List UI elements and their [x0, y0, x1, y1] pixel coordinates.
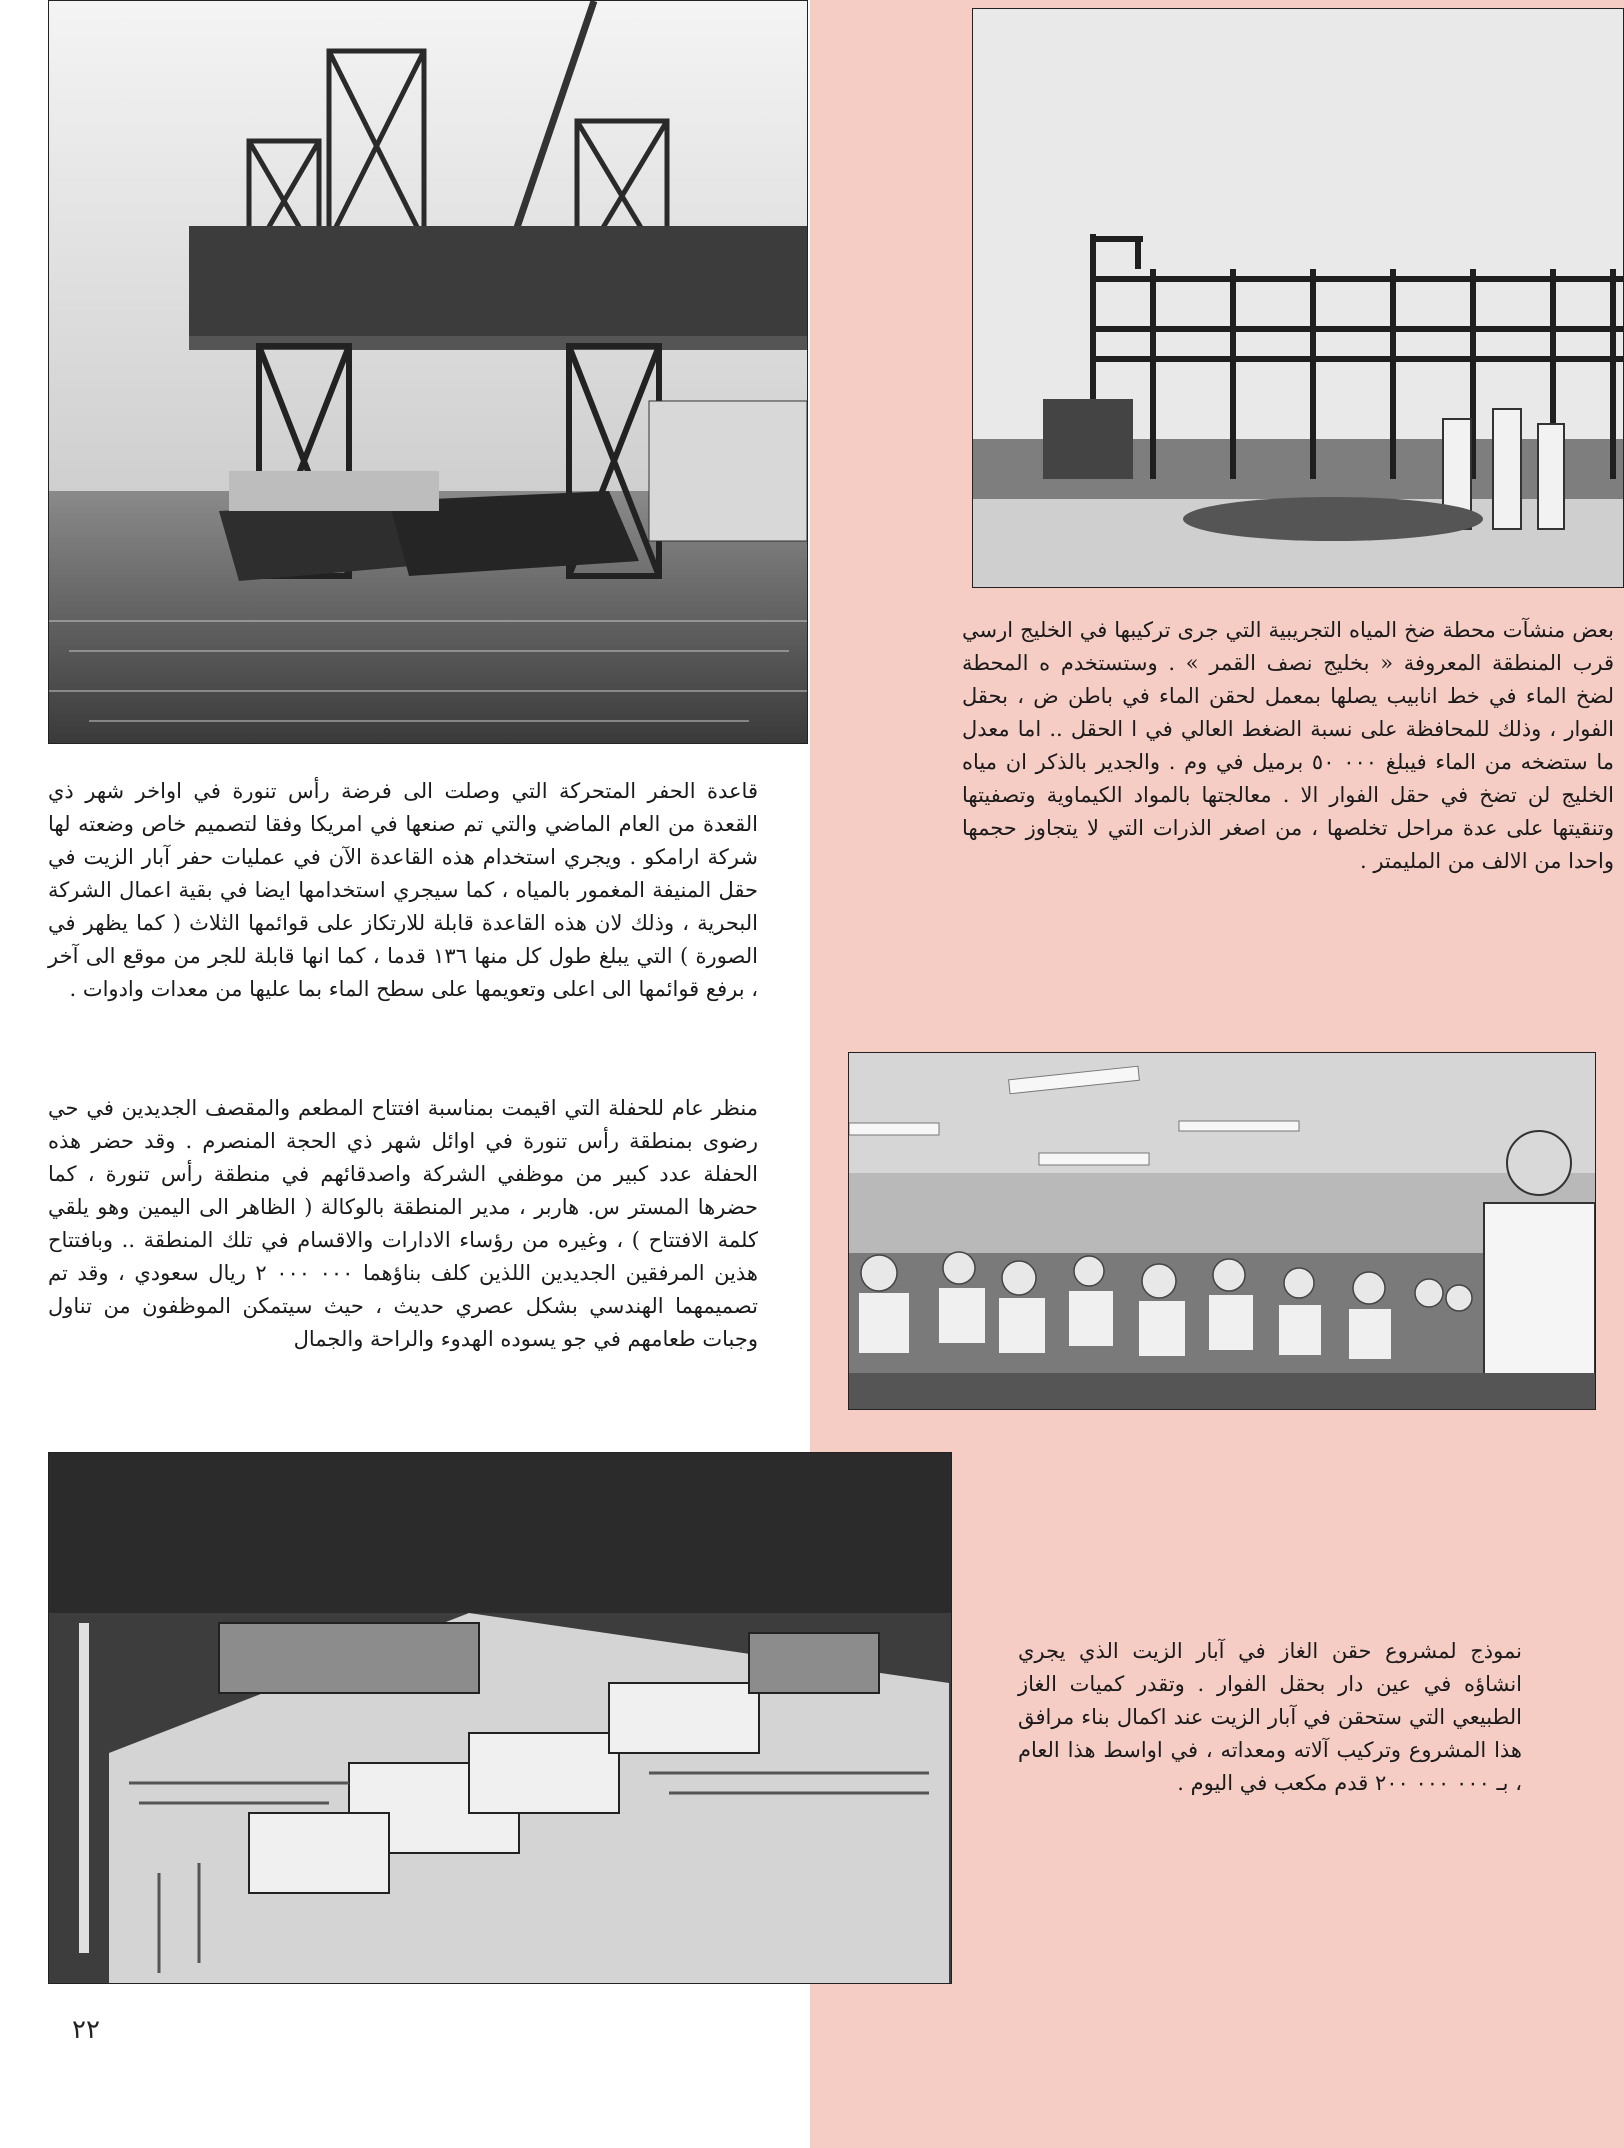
gas-injection-model-photo — [48, 1452, 952, 1984]
dining-hall-photo — [848, 1052, 1596, 1410]
dining-hall-caption: منظر عام للحفلة التي اقيمت بمناسبة افتتاح المطعم والمقصف الجديدين في حي رضوى بمنطقة رأس تنورة في اوائل شهر ذي الحجة المنصرم . وقد حضر هذه الحفلة عدد كبير من موظفي الشركة واصدقائهم في منطقة رأس تنورة ، كما حضرها المستر س. هاربر ، مدير المنطقة بالوكالة ( الظاهر الى اليمين وهو يلقي كلمة الافتتاح ) ، وغيره من رؤساء الادارات والاقسام في تلك المنطقة .. وبافتتاح هذين المرفقين الجديدين اللذين كلف بناؤهما ٠٠٠ ٠٠٠ ٢ ريال سعودي ، وقد تم تصميمهما الهندسي بشكل عصري حديث ، حيث سيتمكن الموظفون من تناول وجبات طعامهم في جو يسوده الهدوء والراحة والجمال — [48, 1096, 758, 1351]
rig-caption: قاعدة الحفر المتحركة التي وصلت الى فرضة رأس تنورة في اواخر شهر ذي القعدة من العام الماضي والتي تم صنعها في امريكا وفقا لتصميم خاص وضعته لها شركة ارامكو . ويجري استخدام هذه القاعدة الآن في عمليات حفر آبار الزيت في حقل المنيفة المغمور بالمياه ، كما سيجري استخدامها ايضا في بقية اعمال الشركة البحرية ، وذلك لان هذه القاعدة قابلة للارتكاز على قوائمها الثلاث ( كما يظهر في الصورة ) التي يبلغ طول كل منها ١٣٦ قدما ، كما انها قابلة للجر من موقع الى آخر ، برفع قوائمها الى اعلى وتعويمها على سطح الماء بما عليها من معدات وادوات . — [48, 779, 758, 1001]
pumping-station-caption: بعض منشآت محطة ضخ المياه التجريبية التي جرى تركيبها في الخليج ارسي قرب المنطقة المعروفة « بخليج نصف القمر » . وستستخدم ه المحطة لضخ الماء في خط انابيب يصلها بمعمل لحقن الماء في باطن ض ، بحقل الفوار ، وذلك للمحافظة على نسبة الضغط العالي في ا الحقل .. اما معدل ما ستضخه من الماء فيبلغ ٠٠٠ ٥٠ برميل في وم . والجدير بالذكر ان مياه الخليج لن تضخ في حقل الفوار الا . معالجتها بالمواد الكيماوية وتصفيتها وتنقيتها على عدة مراحل تخلصها ، من اصغر الذرات التي لا يتجاوز حجمها واحدا من الالف من المليمتر . — [962, 618, 1614, 873]
drilling-rig-photo — [48, 0, 808, 744]
page-number: ٢٢ — [72, 2015, 100, 2045]
gas-model-caption: نموذج لمشروع حقن الغاز في آبار الزيت الذي يجري انشاؤه في عين دار بحقل الفوار . وتقدر كميات الغاز الطبيعي التي ستحقن في آبار الزيت عند اكمال بناء مرافق هذا المشروع وتركيب آلاته ومعداته ، في اواسط هذا العام ، بـ ٠٠٠ ٠٠٠ ٢٠٠ قدم مكعب في اليوم . — [1018, 1639, 1522, 1795]
pumping-station-photo — [972, 8, 1624, 588]
